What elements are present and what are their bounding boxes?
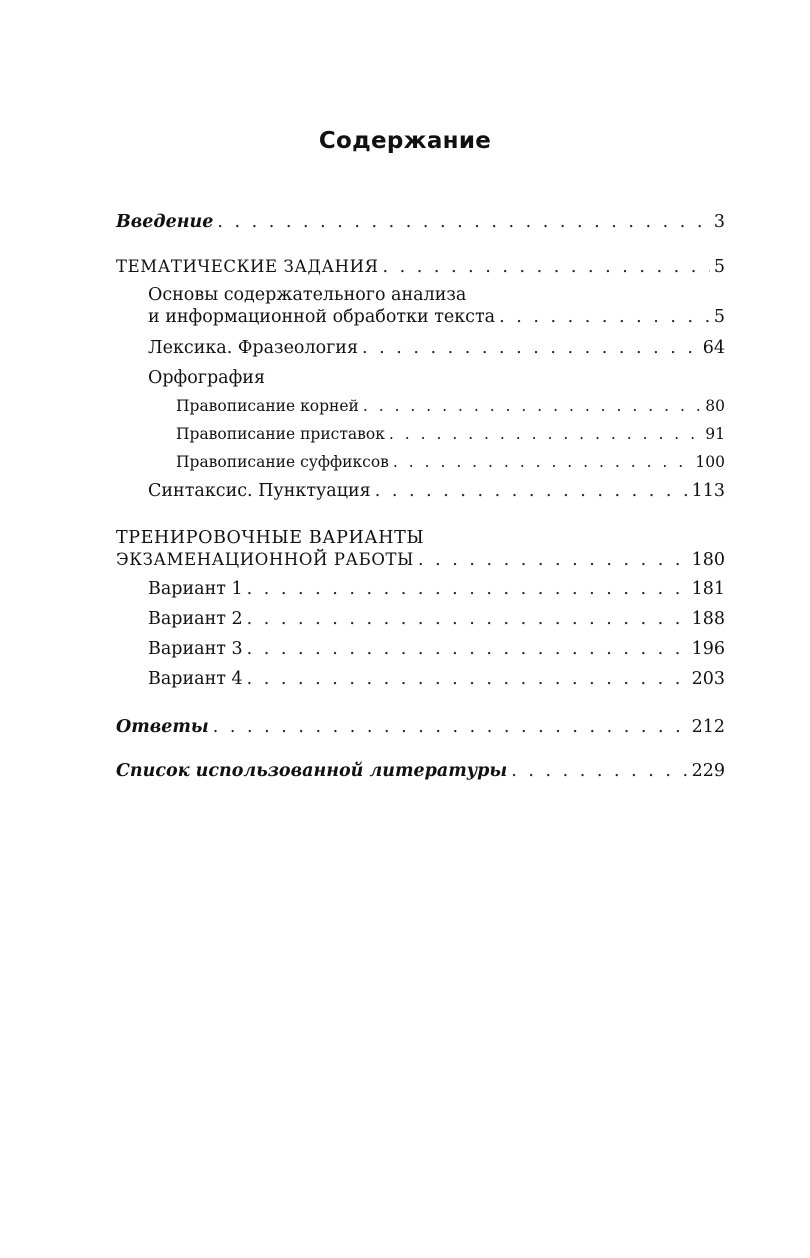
leader-dots [217, 211, 710, 233]
toc-page: 80 [705, 397, 725, 415]
leader-dots [247, 668, 688, 690]
leader-dots [418, 549, 688, 571]
toc-entry-lexis[interactable] [148, 337, 725, 359]
toc-label: и информационной обработки текста [148, 307, 496, 327]
toc-label-line: ТРЕНИРОВОЧНЫЕ ВАРИАНТЫ [116, 528, 425, 548]
toc-label: Ответы [116, 717, 209, 737]
toc-label: ТЕМАТИЧЕСКИЕ ЗАДАНИЯ [116, 257, 379, 276]
toc-entry-suffixes[interactable] [176, 451, 725, 473]
leader-dots [389, 423, 701, 445]
toc-page: 229 [691, 761, 725, 781]
toc-entry-thematic[interactable] [116, 256, 725, 278]
toc-entry-training[interactable] [116, 549, 725, 571]
leader-dots [375, 480, 688, 502]
toc-label: ЭКЗАМЕНАЦИОННОЙ РАБОТЫ [116, 550, 414, 569]
toc-entry-syntax[interactable] [148, 480, 725, 502]
toc-entry-answers[interactable] [116, 716, 725, 738]
leader-dots [363, 395, 701, 417]
toc-entry-variant-2[interactable] [148, 608, 725, 630]
toc-section-heading: Орфография [148, 368, 265, 388]
toc-label: Список использованной литературы [116, 761, 508, 781]
toc-entry-prefixes[interactable] [176, 423, 725, 445]
leader-dots [247, 638, 688, 660]
toc-label: Вариант 4 [148, 669, 243, 689]
toc-page: 3 [713, 212, 725, 232]
toc-label: Вариант 2 [148, 609, 243, 629]
toc-label: Лексика. Фразеология [148, 338, 358, 358]
leader-dots [362, 337, 699, 359]
toc-page: 188 [691, 609, 725, 629]
toc-page: 113 [691, 481, 725, 501]
toc-entry-literature[interactable] [116, 760, 725, 782]
toc-label: Правописание корней [176, 397, 359, 415]
toc-label: Правописание приставок [176, 425, 385, 443]
toc-entry-analysis[interactable] [148, 306, 725, 328]
leader-dots [393, 451, 692, 473]
toc-entry-variant-1[interactable] [148, 578, 725, 600]
toc-entry-variant-4[interactable] [148, 668, 725, 690]
toc-entry-roots[interactable] [176, 395, 725, 417]
toc-entry-variant-3[interactable] [148, 638, 725, 660]
toc-page: 91 [705, 425, 725, 443]
toc-label: Вариант 1 [148, 579, 243, 599]
leader-dots [247, 578, 688, 600]
leader-dots [511, 760, 687, 782]
leader-dots [213, 716, 688, 738]
toc-label: Введение [116, 212, 214, 232]
toc-label: Вариант 3 [148, 639, 243, 659]
page-title: Содержание [318, 128, 492, 154]
toc-page: 100 [695, 453, 725, 471]
leader-dots [247, 608, 688, 630]
leader-dots [383, 256, 710, 278]
toc-page: 212 [691, 717, 725, 737]
toc-label: Синтаксис. Пунктуация [148, 481, 371, 501]
toc-page: 203 [691, 669, 725, 689]
toc-label: Правописание суффиксов [176, 453, 389, 471]
toc-entry-intro[interactable] [116, 211, 725, 233]
toc-page: 196 [691, 639, 725, 659]
toc-label-line: Основы содержательного анализа [148, 285, 467, 305]
toc-page: 64 [702, 338, 725, 358]
toc-page: 180 [691, 550, 725, 570]
toc-page: 5 [713, 307, 725, 327]
leader-dots [499, 306, 710, 328]
toc-page: 5 [713, 257, 725, 277]
toc-page: 181 [691, 579, 725, 599]
